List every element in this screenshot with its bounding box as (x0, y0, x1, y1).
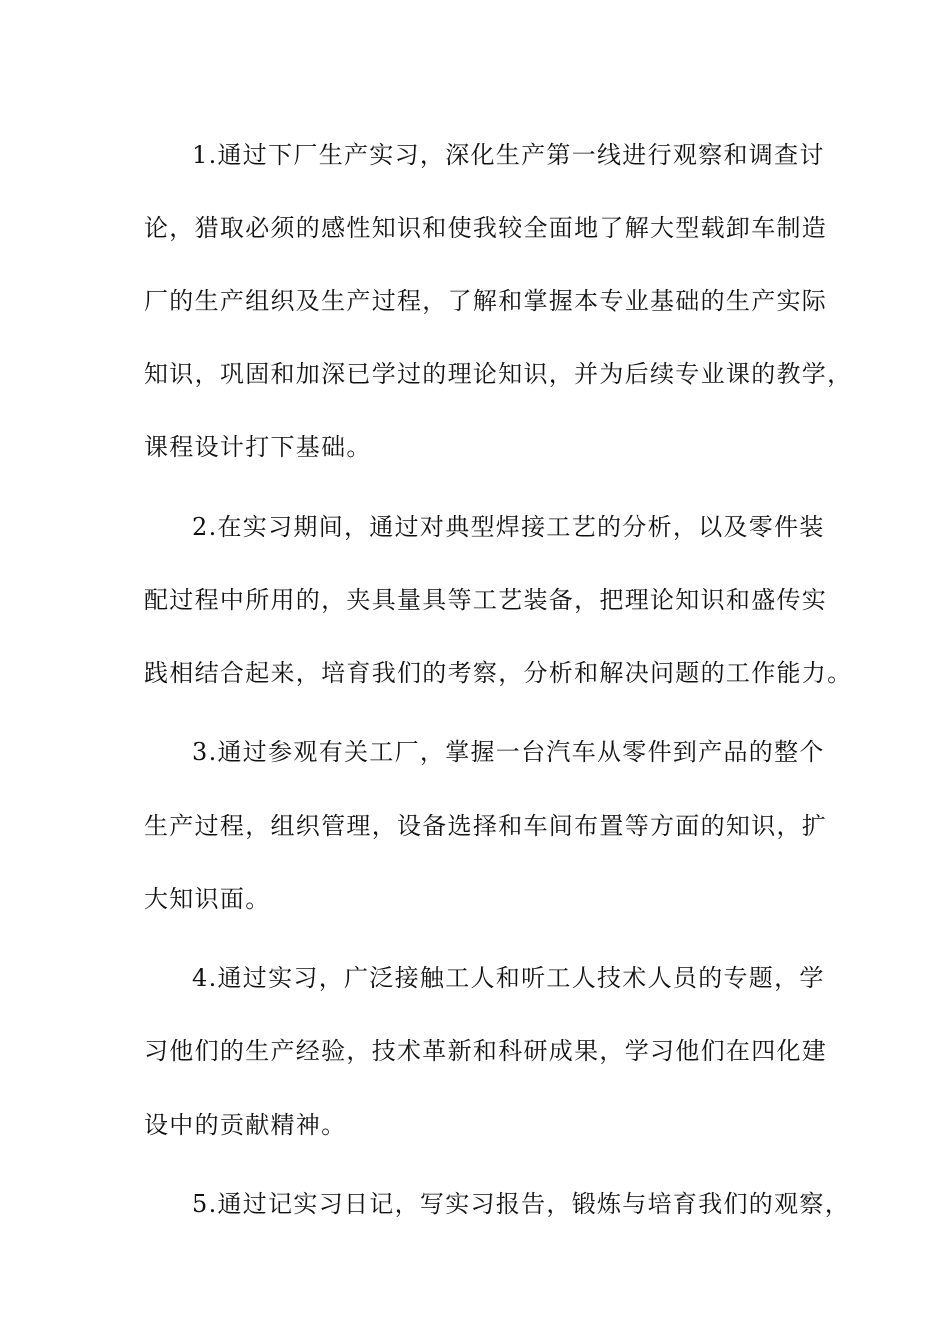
paragraph-1-line-2: 论，猎取必须的感性知识和使我较全面地了解大型载卸车制造 (144, 214, 828, 242)
paragraph-4-line-1: 4.通过实习，广泛接触工人和听工人技术人员的专题，学 (192, 964, 825, 992)
paragraph-1-line-1: 1.通过下厂生产实习，深化生产第一线进行观察和调查讨 (192, 141, 825, 169)
paragraph-1-line-4: 知识，巩固和加深已学过的理论知识，并为后续专业课的教学， (144, 360, 853, 388)
paragraph-3-line-1: 3.通过参观有关工厂，掌握一台汽车从零件到产品的整个 (192, 738, 825, 766)
paragraph-1-line-5: 课程设计打下基础。 (144, 433, 372, 461)
paragraph-2-line-1: 2.在实习期间，通过对典型焊接工艺的分析，以及零件装 (192, 513, 825, 541)
paragraph-4-line-2: 习他们的生产经验，技术革新和科研成果，学习他们在四化建 (144, 1037, 828, 1065)
paragraph-5-line-1: 5.通过记实习日记，写实习报告，锻炼与培育我们的观察， (192, 1190, 850, 1218)
paragraph-1-line-3: 厂的生产组织及生产过程，了解和掌握本专业基础的生产实际 (144, 287, 828, 315)
paragraph-3-line-3: 大知识面。 (144, 885, 271, 913)
paragraph-4-line-3: 设中的贡献精神。 (144, 1111, 347, 1139)
paragraph-2-line-2: 配过程中所用的，夹具量具等工艺装备，把理论知识和盛传实 (144, 586, 828, 614)
paragraph-3-line-2: 生产过程，组织管理，设备选择和车间布置等方面的知识，扩 (144, 812, 828, 840)
paragraph-2-line-3: 践相结合起来，培育我们的考察，分析和解决问题的工作能力。 (144, 659, 853, 687)
